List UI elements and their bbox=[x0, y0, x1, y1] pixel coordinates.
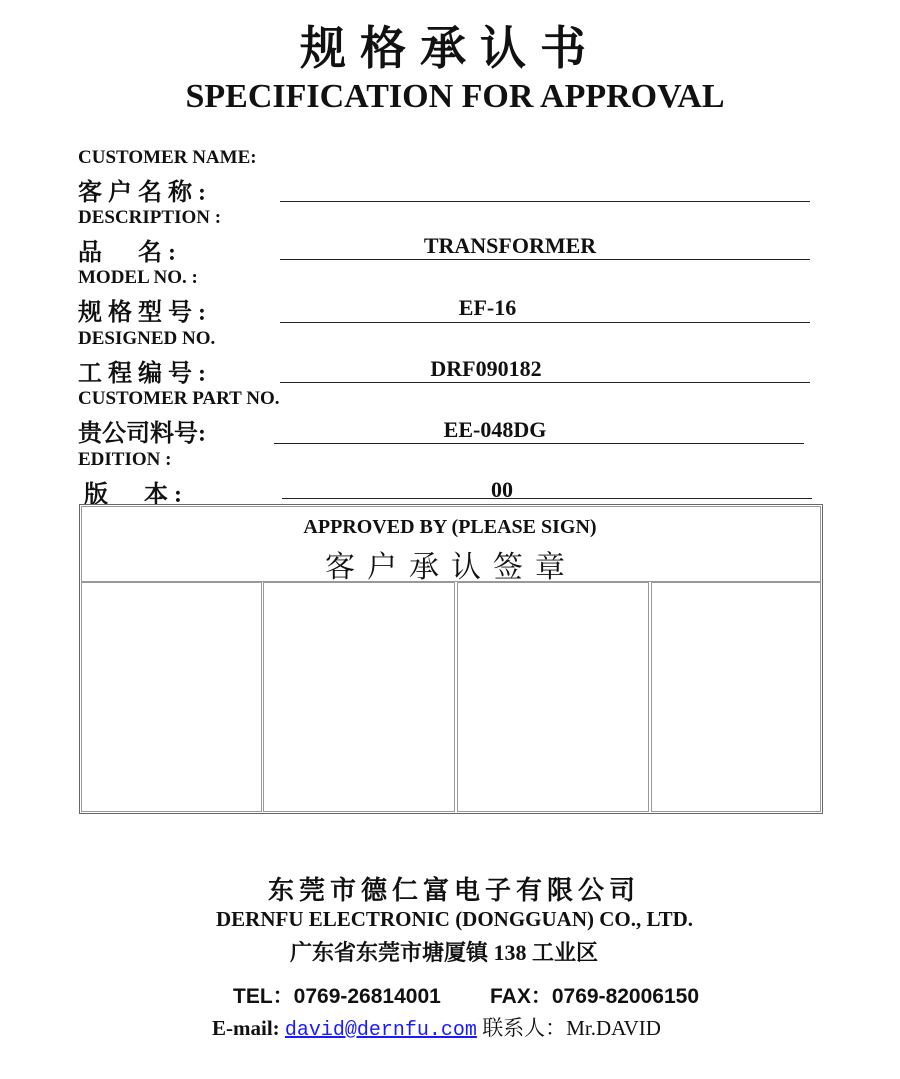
model-no-line bbox=[280, 322, 810, 323]
model-no-value: EF-16 bbox=[458, 295, 517, 320]
company-address: 广东省东莞市塘厦镇 138 工业区 bbox=[290, 940, 599, 965]
page-title-cn: 规格承认书 bbox=[300, 23, 600, 74]
email-label: E-mail: bbox=[212, 1016, 280, 1040]
signature-cell-1[interactable] bbox=[81, 582, 262, 812]
edition-label-cn: 版 本: bbox=[84, 482, 188, 508]
signature-cell-4[interactable] bbox=[651, 582, 821, 812]
approval-title-cn: 客户承认签章 bbox=[325, 550, 577, 585]
designed-no-label-en: DESIGNED NO. bbox=[78, 328, 216, 349]
customer-part-no-label-cn: 贵公司料号: bbox=[78, 421, 206, 447]
contact-email-line bbox=[212, 1012, 661, 1042]
fax-label: FAX： bbox=[490, 985, 552, 1008]
model-no-label-cn: 规格型号: bbox=[78, 300, 212, 326]
company-name-en: DERNFU ELECTRONIC (DONGGUAN) CO., LTD. bbox=[216, 907, 694, 931]
tel-value: 0769-26814001 bbox=[293, 985, 441, 1008]
signature-cell-2[interactable] bbox=[263, 582, 455, 812]
contact-phone-line bbox=[233, 980, 699, 1010]
fax-value: 0769-82006150 bbox=[551, 985, 700, 1008]
edition-label-en: EDITION : bbox=[78, 449, 172, 470]
edition-line bbox=[282, 498, 812, 499]
signature-cell-3[interactable] bbox=[457, 582, 649, 812]
customer-name-line bbox=[280, 201, 810, 202]
customer-name-label-cn: 客户名称: bbox=[78, 180, 212, 206]
designed-no-value: DRF090182 bbox=[430, 356, 542, 381]
model-no-label-en: MODEL NO. : bbox=[78, 267, 198, 288]
customer-part-no-label-en: CUSTOMER PART NO. bbox=[78, 388, 280, 409]
description-value: TRANSFORMER bbox=[423, 233, 597, 258]
description-line bbox=[280, 259, 810, 260]
contact-name: Mr.DAVID bbox=[566, 1016, 661, 1040]
contact-label: 联系人： bbox=[482, 1016, 567, 1040]
page-title-en: SPECIFICATION FOR APPROVAL bbox=[185, 78, 725, 115]
customer-name-label-en: CUSTOMER NAME: bbox=[78, 147, 257, 168]
tel-label: TEL： bbox=[233, 985, 294, 1008]
edition-value: 00 bbox=[491, 477, 513, 502]
designed-no-line bbox=[280, 382, 810, 383]
designed-no-label-cn: 工程编号: bbox=[78, 361, 212, 387]
description-label-cn: 品 名: bbox=[78, 240, 182, 266]
email-link[interactable]: david@dernfu.com bbox=[284, 1019, 477, 1042]
company-name-cn: 东莞市德仁富电子有限公司 bbox=[268, 876, 641, 905]
customer-part-no-line bbox=[274, 443, 804, 444]
customer-part-no-value: EE-048DG bbox=[443, 417, 547, 442]
description-label-en: DESCRIPTION : bbox=[78, 207, 222, 228]
approval-title-en: APPROVED BY (PLEASE SIGN) bbox=[303, 516, 597, 538]
